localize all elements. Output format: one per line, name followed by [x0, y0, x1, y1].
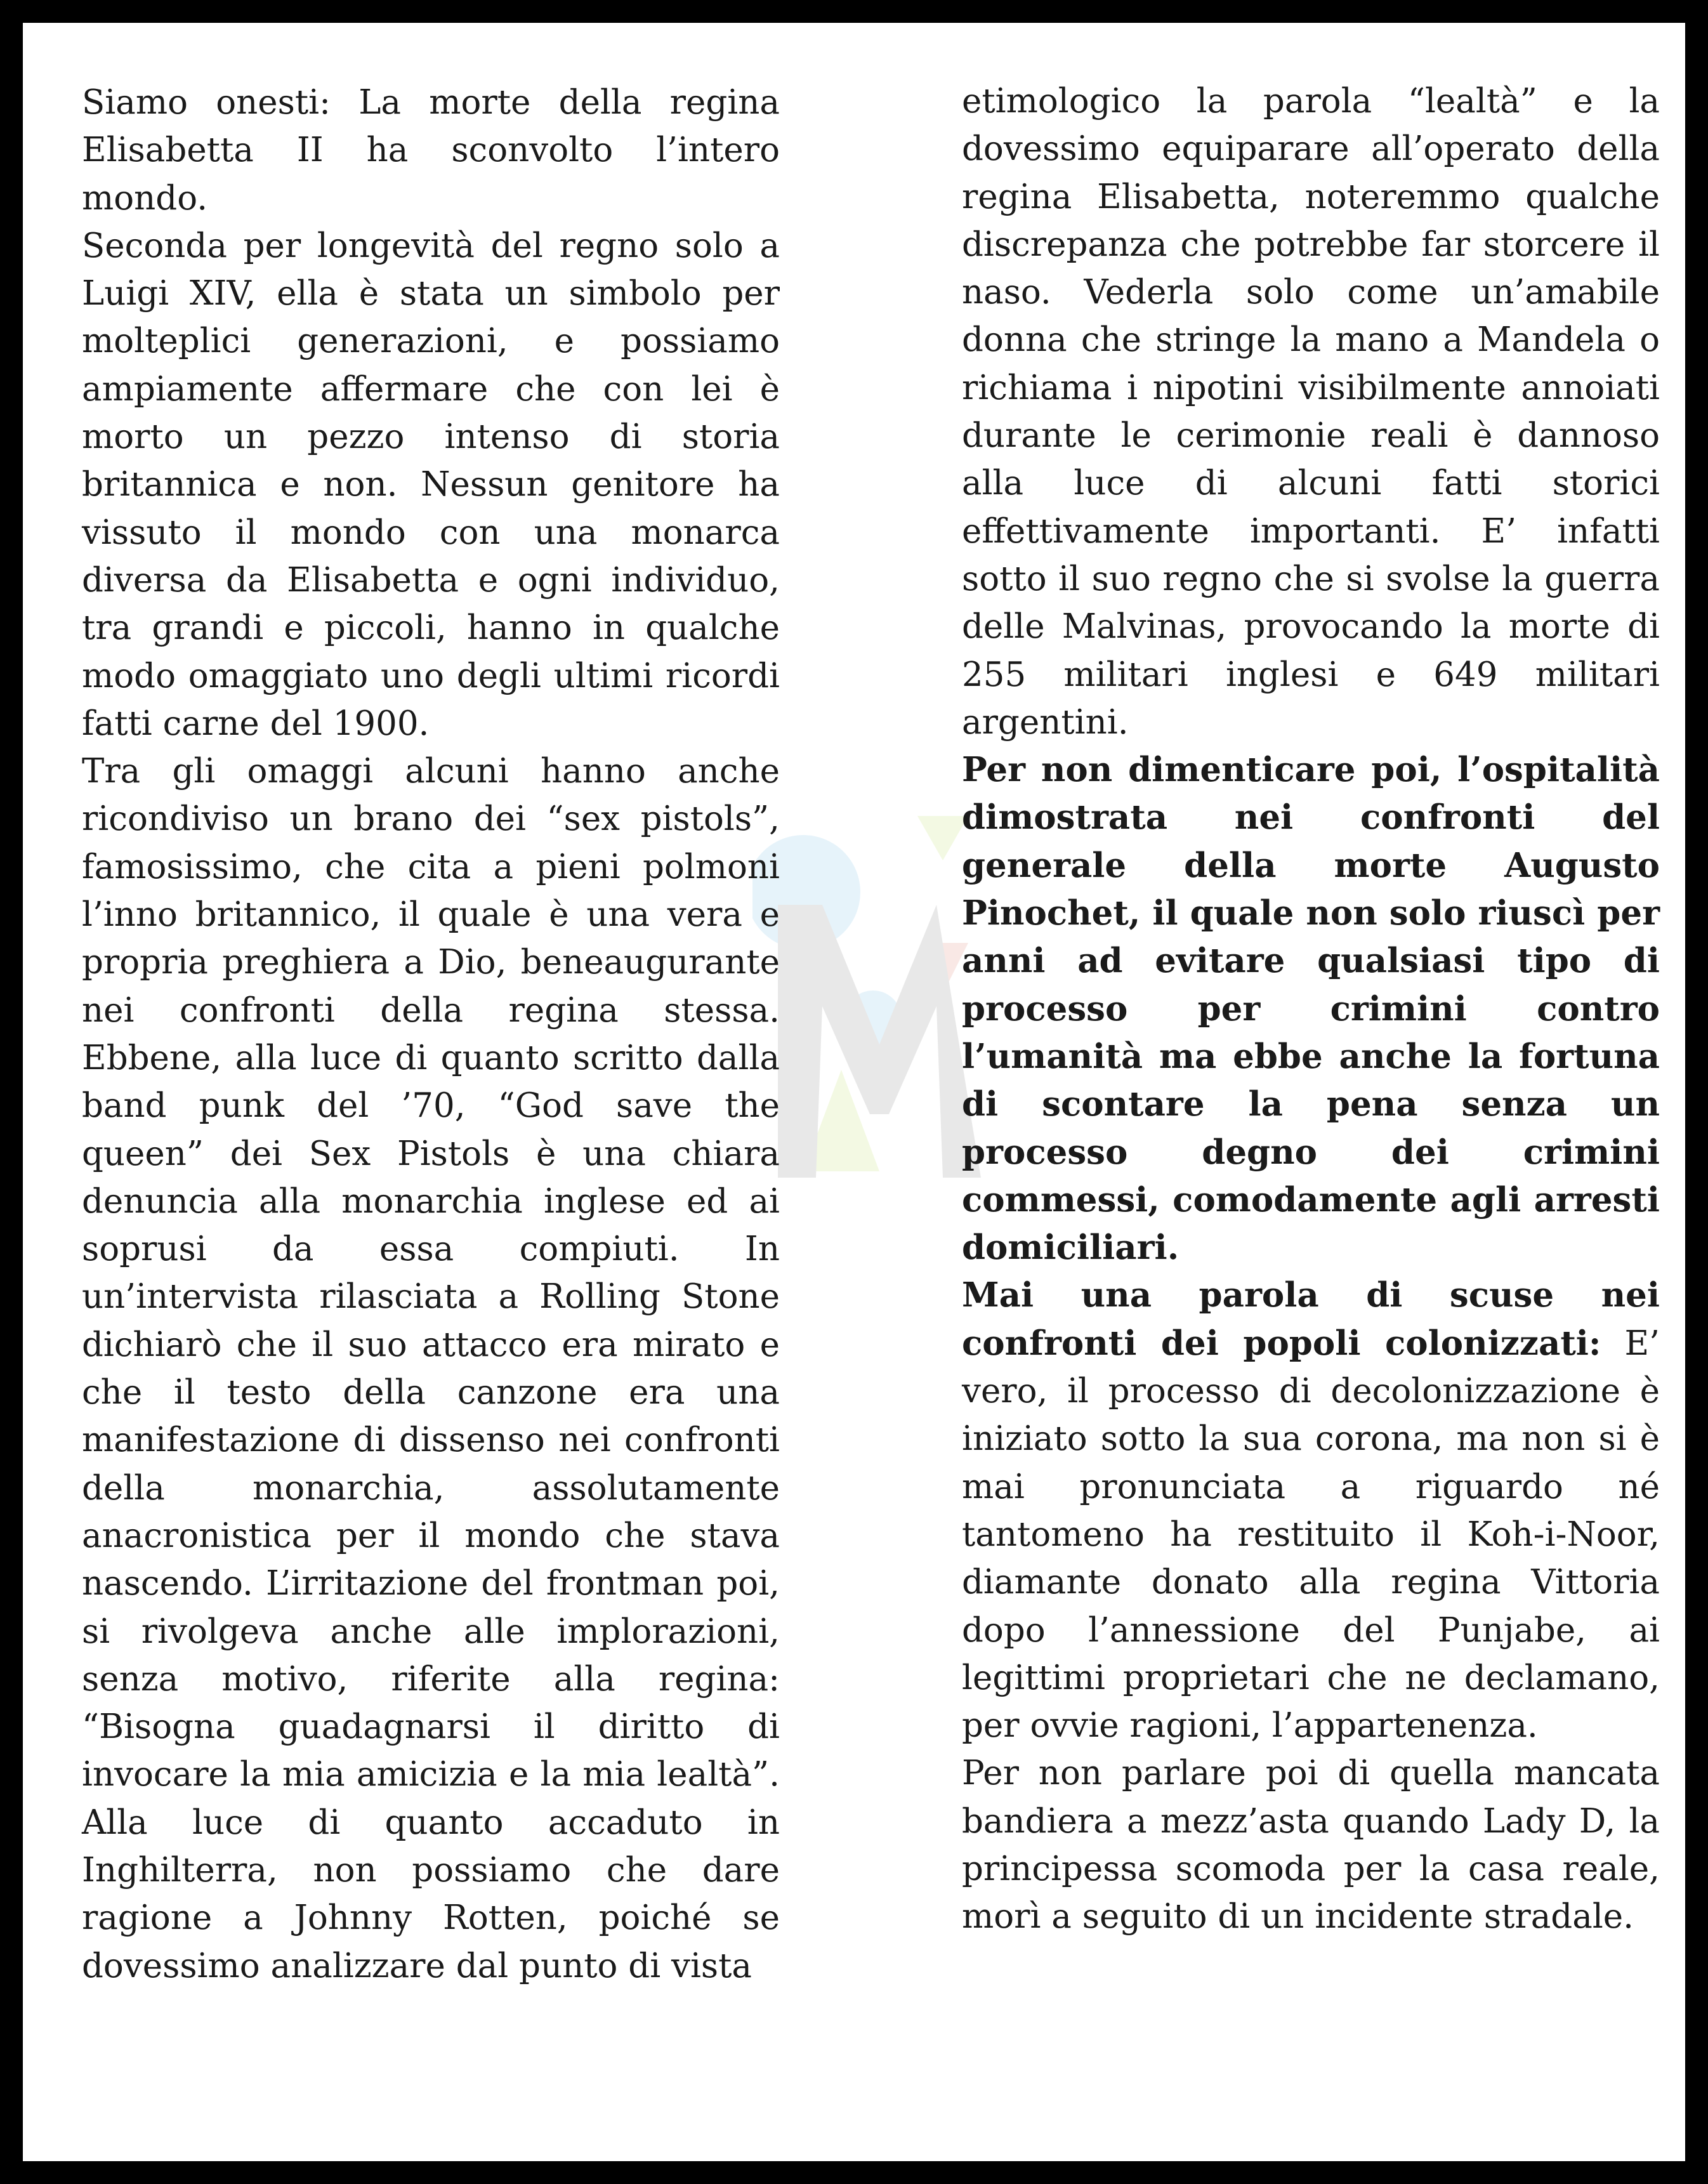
left-paragraph-3: Tra gli omaggi alcuni hanno anche ricondiviso un brano dei “sex pistols”, famosissimo, che cita a pieni polmoni l’inno britannico, il quale è una vera e propria preghiera a Dio, beneaugurante nei confronti della regina stessa. Ebbene, alla luce di quanto scritto dalla band punk del ’70, “God save the queen” dei Sex Pistols è una chiara denuncia alla monarchia inglese ed ai soprusi da essa compiuti. In un’intervista rilasciata a Rolling Stone dichiarò che il suo attacco era mirato e che il testo della canzone era una manifestazione di dissenso nei confronti della monarchia, assolutamente anacronistica per il mondo che stava nascendo. L’irritazione del frontman poi, si rivolgeva anche alle implorazioni, senza motivo, riferite alla regina: “Bisogna guadagnarsi il diritto di invocare la mia amicizia e la mia lealtà”. Alla luce di quanto accaduto in Inghilterra, non possiamo che dare ragione a Johnny Rotten, poiché se dovessimo analizzare dal punto di vista: [82, 752, 780, 1985]
right-text-column: [962, 77, 1660, 1941]
right-paragraph-4: Per non parlare poi di quella mancata bandiera a mezz’asta quando Lady D, la principessa scomoda per la casa reale, morì a seguito di un incidente stradale.: [962, 1754, 1660, 1937]
right-paragraph-3-lead: Mai una parola di scuse nei confronti dei popoli colonizzati:: [962, 1275, 1660, 1363]
left-text-column: [82, 79, 780, 1990]
watermark-triangle-top: [917, 816, 968, 860]
right-paragraph-3-body: E’ vero, il processo di decolonizzazione è iniziato sotto la sua corona, ma non si è mai pronunciata a riguardo né tantomeno ha restituito il Koh-i-Noor, diamante donato alla regina Vittoria dopo l’annessione del Punjabe, ai legittimi proprietari che ne declamano, per ovvie ragioni, l’appartenenza.: [962, 1324, 1660, 1746]
right-paragraph-3: [962, 1272, 1660, 1749]
left-paragraph-1: Siamo onesti: La morte della regina Elisabetta II ha sconvolto l’intero mondo.: [82, 83, 780, 218]
document-page: [23, 23, 1685, 2161]
right-paragraph-1: etimologico la parola “lealtà” e la dovessimo equiparare all’operato della regina Elisabetta, noteremmo qualche discrepanza che potrebbe far storcere il naso. Vederla solo come un’amabile donna che stringe la mano a Mandela o richiama i nipotini visibilmente annoiati durante le cerimonie reali è dannoso alla luce di alcuni fatti storici effettivamente importanti. E’ infatti sotto il suo regno che si svolse la guerra delle Malvinas, provocando la morte di 255 militari inglesi e 649 militari argentini.: [962, 82, 1660, 742]
left-paragraph-2: Seconda per longevità del regno solo a Luigi XIV, ella è stata un simbolo per molteplici generazioni, e possiamo ampiamente affermare che con lei è morto un pezzo intenso di storia britannica e non. Nessun genitore ha vissuto il mondo con una monarca diversa da Elisabetta e ogni individuo, tra grandi e piccoli, hanno in qualche modo omaggiato uno degli ultimi ricordi fatti carne del 1900.: [82, 226, 780, 743]
right-paragraph-2-bold: Per non dimenticare poi, l’ospitalità dimostrata nei confronti del generale della morte Augusto Pinochet, il quale non solo riuscì per anni ad evitare qualsiasi tipo di processo per crimini contro l’umanità ma ebbe anche la fortuna di scontare la pena senza un processo degno dei crimini commessi, comodamente agli arresti domiciliari.: [962, 750, 1660, 1268]
